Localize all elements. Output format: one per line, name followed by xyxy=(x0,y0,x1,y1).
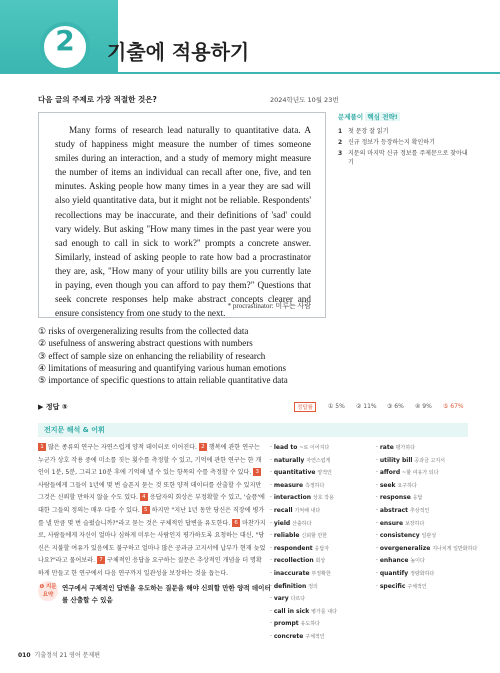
answer-options xyxy=(38,325,338,386)
vocab-meaning: 측정하다 xyxy=(305,482,325,489)
rate-option-4: ④ 9% xyxy=(415,403,432,410)
vocab-word: seek xyxy=(379,481,396,489)
vocab-item: · call in sick 병가를 내다 xyxy=(270,607,337,615)
correct-answer: ▶ 정답 ⑤ xyxy=(38,403,68,411)
page-footer xyxy=(18,650,100,659)
vocab-column-right xyxy=(376,442,476,593)
vocab-item: · seek 요구하다 xyxy=(376,481,417,489)
tips-heading-label: 문제풀이 xyxy=(338,113,364,121)
vocab-item: · quantify 정량화하다 xyxy=(376,569,435,577)
vocab-item: · inaccurate 부정확한 xyxy=(270,569,331,577)
vocab-meaning: 요구하다 xyxy=(397,482,417,489)
vocab-word: respondent xyxy=(273,544,313,552)
passage-text: Many forms of research lead naturally to quantitative data. A study of happiness might measure the number of times someone smiles during an interaction, and a study of memory might measure the number of items an individual can recall after one, five, and ten minutes. Asking people how many times in a year they are sad will also yield quantitative data, but it might not be reliable. Respondents' recollections may be inaccurate, and their definitions of 'sad' could vary widely. But asking "How many times in the past year were you sad enough to call in sick to work?" prompts a concrete answer. Similarly, instead of asking people to rate how bad a procrastinator they are, ask, "How many of your utility bills are you currently late in paying, even though you can afford to pay them?" Questions that seek concrete responses help make abstract concepts clearer and ensure consistency from one study to the next. xyxy=(55,125,311,319)
book-title: 기출정석 21 영어 문제편 xyxy=(34,652,101,659)
vocab-item: · lead to ~로 이어지다 xyxy=(270,444,330,451)
vocab-item: · prompt 유도하다 xyxy=(270,620,320,628)
summary-badge: ❶ 지문 요약 xyxy=(38,581,58,601)
tip-number: 3 xyxy=(338,150,343,157)
translation-text xyxy=(38,442,266,581)
tip-text: 지문의 마지막 신규 정보를 주제문으로 찾아내기 xyxy=(348,150,468,166)
rate-option-5: ⑤ 67% xyxy=(443,403,464,410)
vocab-word: prompt xyxy=(273,620,299,628)
passage-footnote: * procrastinator: 미루는 사람 xyxy=(227,302,311,310)
question-source: 2024학년도 10월 23번 xyxy=(270,96,339,104)
translation-sentence: 하지만 "지난 1년 동안 당신은 직장에 병가를 낼 만큼 몇 번 슬펐습니까?"라고 묻는 것은 구체적인 답변을 유도한다. xyxy=(38,506,265,527)
vocab-item: · concrete 구체적인 xyxy=(270,632,325,640)
chapter-number: 2 xyxy=(55,24,75,57)
vocab-item: · naturally 자연스럽게 xyxy=(270,456,331,464)
vocab-word: response xyxy=(379,494,411,502)
vocab-word: interaction xyxy=(273,494,311,502)
option-1[interactable]: ① risks of overgeneralizing results from the collected data xyxy=(38,326,249,336)
vocab-meaning: 다르다 xyxy=(290,596,306,603)
translation-sentence: 구체적인 응답을 요구하는 질문은 추상적인 개념을 더 명확하게 만들고 한 연구에서 다음 연구까지 일관성을 보장하는 것을 돕는다. xyxy=(38,557,262,577)
vocab-word: inaccurate xyxy=(273,569,310,577)
tips-heading-badge: 핵심 전략! xyxy=(367,113,398,121)
translation-sentence: 마찬가지로, 사람들에게 자신이 얼마나 심하게 미루는 사람인지 평가하도록 요청하는 대신, "당신은 지불할 여유가 있음에도 불구하고 얼마나 많은 공과금 고지서에 납부가 현재 늦었나요?"라고 물어보라. xyxy=(38,519,266,565)
translation-sentence: 행복에 관한 연구는 누군가 상호 작용 중에 미소를 짓는 횟수를 측정할 수 있고, 기억에 관한 연구는 한 개인이 1분, 5분, 그리고 10분 후에 기억해 낼 수 있는 항목의 수를 측정할 수 있다. xyxy=(38,444,262,477)
vocab-item: · rate 평가하다 xyxy=(376,444,416,451)
vocab-item: · vary 다르다 xyxy=(270,595,306,603)
vocab-meaning: 기억해 내다 xyxy=(294,507,321,514)
vocab-meaning: 구체적인 xyxy=(305,633,325,640)
vocab-item: · recollection 회상 xyxy=(270,557,326,565)
vocab-word: consistency xyxy=(379,532,420,540)
vocab-word: recollection xyxy=(273,557,314,565)
vocab-word: recall xyxy=(273,506,293,514)
chapter-title: 기출에 적용하기 xyxy=(107,40,250,64)
tip-text: 첫 문장 잘 읽기 xyxy=(348,128,389,135)
vocab-meaning: 추상적인 xyxy=(409,507,430,514)
vocab-meaning: 응답자 xyxy=(314,545,330,552)
tips-heading xyxy=(338,112,468,121)
vocab-meaning: 회상 xyxy=(315,558,326,565)
tip-item xyxy=(338,138,468,147)
vocab-meaning: 산출하다 xyxy=(292,520,312,527)
sentence-marker: 6 xyxy=(232,519,240,527)
vocab-meaning: 지나치게 일반화하다 xyxy=(432,545,478,552)
vocab-meaning: 일관성 xyxy=(421,533,437,540)
vocab-word: enhance xyxy=(379,557,409,565)
vocab-word: definition xyxy=(273,582,307,590)
sentence-marker: 7 xyxy=(97,556,105,564)
vocab-meaning: 상호 작용 xyxy=(312,495,334,502)
vocab-word: concrete xyxy=(273,632,304,640)
vocab-meaning: 자연스럽게 xyxy=(306,457,331,464)
translation-sentence: 응답자의 회상은 부정확할 수 있고, '슬픔'에 대한 그들의 정의는 매우 다를 수 있다. xyxy=(38,494,265,514)
strategy-tips xyxy=(338,112,468,169)
vocab-word: measure xyxy=(273,481,304,489)
vocab-meaning: 신뢰할 만한 xyxy=(301,533,328,540)
question-prompt: 다음 글의 주제로 가장 적절한 것은? xyxy=(38,95,157,104)
vocab-word: lead to xyxy=(273,444,298,451)
accuracy-label: 정답률 xyxy=(294,402,316,412)
vocab-item: · measure 측정하다 xyxy=(270,481,325,489)
tip-item xyxy=(338,127,468,136)
vocab-item: · overgeneralize 지나치게 일반화하다 xyxy=(376,544,478,552)
vocab-word: call in sick xyxy=(273,607,310,615)
vocab-word: naturally xyxy=(273,456,305,464)
vocab-item: · ensure 보장하다 xyxy=(376,519,425,527)
vocab-word: utility bill xyxy=(379,456,413,464)
option-4[interactable]: ④ limitations of measuring and quantifying various human emotions xyxy=(38,362,287,373)
vocab-meaning: 유도하다 xyxy=(300,621,320,628)
sentence-marker: 2 xyxy=(199,443,207,451)
vocab-column-left xyxy=(270,442,370,644)
vocab-meaning: ~할 여유가 되다 xyxy=(402,470,439,477)
vocab-item: · abstract 추상적인 xyxy=(376,506,430,514)
vocab-word: rate xyxy=(379,444,394,451)
vocab-item: · definition 정의 xyxy=(270,582,318,590)
sentence-marker: 4 xyxy=(140,493,148,501)
section-title: 전지문 해석 & 어휘 xyxy=(44,426,105,434)
vocab-item: · afford ~할 여유가 되다 xyxy=(376,469,439,477)
vocab-meaning: ~로 이어지다 xyxy=(299,445,330,451)
tip-item xyxy=(338,149,468,167)
vocab-meaning: 양적인 xyxy=(317,470,332,477)
translation-sentence: 사람들에게 그들이 1년에 몇 번 슬픈지 묻는 것 또한 양적 데이터를 산출할 수 있지만 그것은 신뢰할 만하지 않을 수도 있다. xyxy=(38,481,262,502)
section-bar xyxy=(38,423,468,437)
vocab-item: · respondent 응답자 xyxy=(270,544,330,552)
vocab-meaning: 높이다 xyxy=(410,558,425,565)
vocab-item: · specific 구체적인 xyxy=(376,582,427,590)
vocab-meaning: 정의 xyxy=(308,583,318,590)
sentence-marker: 1 xyxy=(38,443,46,451)
vocab-item: · yield 산출하다 xyxy=(270,519,312,527)
vocab-meaning: 정량화하다 xyxy=(410,570,435,577)
vocab-word: reliable xyxy=(273,532,300,540)
vocab-meaning: 병가를 내다 xyxy=(311,608,337,615)
vocab-meaning: 보장하다 xyxy=(404,520,425,527)
option-3[interactable]: ③ effect of sample size on enhancing the reliability of research xyxy=(38,350,266,361)
answer-row xyxy=(38,402,468,416)
vocab-word: yield xyxy=(273,519,291,527)
vocab-item: · utility bill 공과금 고지서 xyxy=(376,456,445,464)
summary-text: 연구에서 구체적인 답변을 유도하는 질문을 해야 신뢰할 만한 양적 데이터를 산출할 수 있음 xyxy=(62,584,271,604)
vocab-item: · quantitative 양적인 xyxy=(270,469,332,477)
rate-option-2: ② 11% xyxy=(356,403,377,410)
rate-option-1: ① 5% xyxy=(328,403,345,410)
tip-number: 1 xyxy=(338,128,343,135)
passage-box xyxy=(38,112,326,318)
vocab-word: specific xyxy=(379,582,406,590)
vocab-item: · consistency 일관성 xyxy=(376,532,437,540)
vocab-item: · recall 기억해 내다 xyxy=(270,506,321,514)
vocab-word: abstract xyxy=(379,506,409,514)
translation-sentence: 많은 종류의 연구는 자연스럽게 양적 데이터로 이어진다. xyxy=(48,444,197,451)
tip-text: 신규 정보가 등장하는지 확인하기 xyxy=(348,139,435,146)
page-number: 010 xyxy=(18,652,31,659)
option-2[interactable]: ② usefulness of answering abstract questions with numbers xyxy=(38,338,253,349)
vocab-meaning: 구체적인 xyxy=(407,583,427,590)
vocab-word: overgeneralize xyxy=(379,544,431,552)
vocab-word: afford xyxy=(379,469,401,477)
header-divider xyxy=(0,72,500,74)
vocab-item: · interaction 상호 작용 xyxy=(270,494,334,502)
vocab-word: vary xyxy=(273,595,289,603)
tip-number: 2 xyxy=(338,139,343,146)
vocab-word: quantify xyxy=(379,569,409,577)
vocab-word: quantitative xyxy=(273,469,316,477)
vocab-meaning: 공과금 고지서 xyxy=(414,457,445,464)
vocab-item: · response 응답 xyxy=(376,494,423,502)
option-5[interactable]: ⑤ importance of specific questions to attain reliable quantitative data xyxy=(38,375,288,386)
vocab-item: · reliable 신뢰할 만한 xyxy=(270,532,328,540)
vocab-item: · enhance 높이다 xyxy=(376,557,425,565)
vocab-meaning: 부정확한 xyxy=(311,570,331,577)
sentence-marker: 5 xyxy=(142,506,150,514)
vocab-meaning: 평가하다 xyxy=(395,445,416,451)
vocab-word: ensure xyxy=(379,519,404,527)
vocab-meaning: 응답 xyxy=(412,495,423,502)
sentence-marker: 3 xyxy=(253,468,261,476)
rate-option-3: ③ 6% xyxy=(387,403,404,410)
